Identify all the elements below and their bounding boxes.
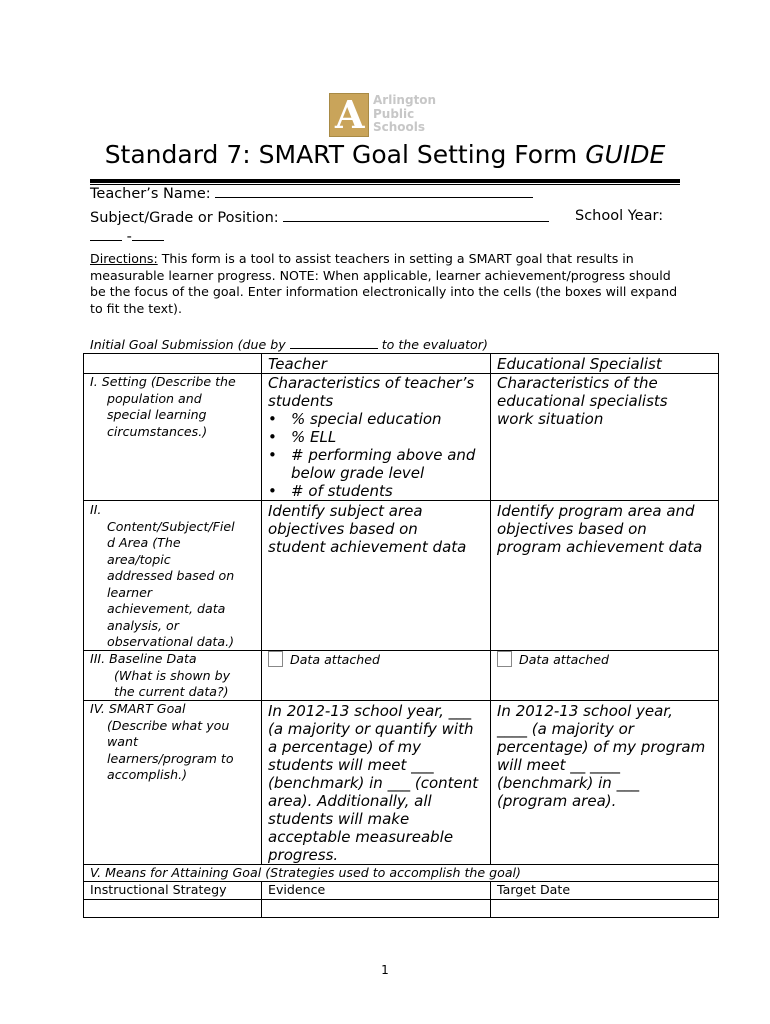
col-divider-2 [490,353,491,864]
smart-teacher-line: area). Additionally, all [268,792,432,810]
content-label-line: area/topic [107,551,171,567]
bullet-text: # performing above and [291,446,476,464]
due-date-field[interactable] [290,337,378,349]
smart-label-line: accomplish.) [107,767,187,782]
page-title [0,139,770,171]
setting-teacher-line: students [268,392,334,410]
smart-specialist-line: will meet __ ____ [497,756,621,774]
smart-teacher-line: students will make [268,810,410,828]
logo-line-1: Arlington [373,93,437,107]
specialist-data-attached-label: Data attached [519,652,610,667]
smart-specialist-line: percentage) of my program [497,738,706,756]
setting-label-line: I. Setting (Describe the [90,374,236,389]
subject-label: Subject/Grade or Position: [90,210,279,226]
smart-teacher-line: acceptable measureable [268,828,454,846]
row-line-1 [83,500,719,501]
bullet-text: below grade level [291,464,425,482]
bullet-icon: • [268,428,277,446]
logo-line-2: Public [373,106,415,121]
bullet-icon: • [268,446,277,464]
logo-line-3: Schools [373,120,426,134]
content-label-line: achievement, data [107,601,226,616]
col-target-date: Target Date [497,882,571,897]
bullet-item [268,410,488,428]
setting-label-line: circumstances.) [107,423,208,439]
teacher-name-label: Teacher’s Name: [90,186,211,202]
content-specialist-line: Identify program area and [497,502,695,520]
directions [90,251,690,317]
baseline-label-line: III. Baseline Data [90,651,197,666]
teacher-name-row [90,183,533,203]
bullet-icon: • [268,410,277,428]
teacher-name-field[interactable] [215,183,533,198]
target-date-input-cell[interactable] [491,900,718,917]
smart-specialist-line: (benchmark) in ___ [497,774,640,792]
means-label: V. Means for Attaining Goal (Strategies used to accomplish the goal) [90,865,521,880]
setting-teacher-cell[interactable] [268,374,488,500]
subject-row [90,207,549,227]
title-main: Standard 7: SMART Goal Setting Form [104,140,586,169]
smart-teacher-line: In 2012-13 school year, ___ [268,702,472,720]
setting-label [90,374,258,440]
school-year-end-field[interactable] [132,226,164,241]
baseline-label [90,651,258,701]
logo-emblem [329,93,369,137]
bullet-item-continued [268,464,488,482]
smart-teacher-line: a percentage) of my [268,738,422,756]
content-teacher-line: objectives based on [268,520,418,538]
title-emphasis: GUIDE [585,140,666,169]
smart-specialist-cell[interactable] [497,702,717,810]
bullet-spacer [268,464,291,482]
smart-teacher-line: (benchmark) in ___ (content [268,774,479,792]
arlington-logo [329,93,449,137]
smart-label-line: learners/program to [107,750,234,766]
content-label-line: Content/Subject/Fiel [107,518,235,534]
smart-specialist-line: ____ (a majority or [497,720,634,738]
smart-label-line: want [107,734,138,749]
col-instructional-strategy: Instructional Strategy [90,882,227,897]
smart-label [90,701,258,784]
smart-teacher-line: progress. [268,846,339,864]
setting-specialist-cell[interactable] [497,374,717,428]
initial-before: Initial Goal Submission (due by [90,337,290,352]
subject-field[interactable] [283,207,549,222]
bullet-text: # of students [291,482,393,500]
bullet-text: % special education [291,410,442,428]
content-label-line: observational data.) [107,634,234,649]
smart-label-line: IV. SMART Goal [90,701,186,716]
col-divider-1 [261,353,262,864]
evidence-input-cell[interactable] [262,900,489,917]
setting-teacher-line: Characteristics of teacher’s [268,374,475,392]
content-teacher-cell[interactable] [268,502,488,556]
setting-specialist-line: educational specialists [497,392,668,410]
content-label-line: d Area (The [107,535,181,550]
content-specialist-cell[interactable] [497,502,717,556]
setting-label-line: population and [107,390,202,406]
header-specialist: Educational Specialist [497,355,662,373]
page-number: 1 [381,963,389,977]
smart-label-line: (Describe what you [107,717,230,733]
setting-label-line: special learning [107,407,207,422]
directions-text: This form is a tool to assist teachers in setting a SMART goal that results in measurable learner progress. NOTE: When applicable, learner achievement/progress should be the focus of the goal. Enter information electronically into the cells (the boxes will expand to fit the text). [90,251,678,316]
content-label-line: learner [107,584,153,600]
setting-specialist-line: Characteristics of the [497,374,658,392]
logo-wordmark [373,94,453,135]
smart-teacher-line: (a majority or quantify with [268,720,474,738]
content-label-line: II. [90,502,102,517]
bullet-text: % ELL [291,428,337,446]
col-evidence: Evidence [268,882,326,897]
logo-letter: A [335,92,365,137]
initial-submission [90,337,488,353]
school-year-label: School Year: [575,208,664,224]
content-teacher-line: student achievement data [268,538,467,556]
smart-teacher-cell[interactable] [268,702,490,864]
teacher-data-attached-checkbox[interactable] [268,651,283,667]
header-teacher: Teacher [268,355,327,373]
specialist-data-attached-checkbox[interactable] [497,651,512,667]
content-teacher-line: Identify subject area [268,502,423,520]
baseline-label-line: the current data?) [114,684,229,699]
teacher-data-attached-label: Data attached [290,652,381,667]
baseline-label-line: (What is shown by [114,667,231,683]
bullet-item [268,428,488,446]
content-label [90,502,258,651]
content-label-line: analysis, or [107,617,179,633]
school-year-separator: - [126,229,132,245]
school-year-start-field[interactable] [90,226,122,241]
bullet-icon: • [268,482,277,500]
school-year-row [90,226,164,246]
smart-teacher-line: students will meet ___ [268,756,434,774]
initial-after: to the evaluator) [377,337,488,352]
smart-specialist-line: (program area). [497,792,617,810]
directions-label: Directions: [90,251,158,266]
content-specialist-line: objectives based on [497,520,647,538]
smart-specialist-line: In 2012-13 school year, [497,702,673,720]
instructional-strategy-input-cell[interactable] [84,900,260,917]
setting-specialist-line: work situation [497,410,604,428]
bullet-item [268,482,488,500]
content-specialist-line: program achievement data [497,538,703,556]
bullet-item [268,446,488,464]
content-label-line: addressed based on [107,568,235,583]
